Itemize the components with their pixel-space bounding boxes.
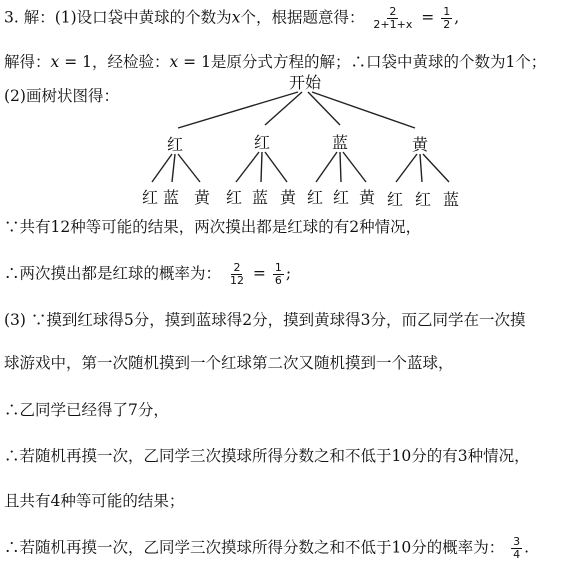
leaf-line — [396, 154, 417, 182]
leaf-line — [261, 152, 262, 182]
line-10-total-cases: 且共有4种等可能的结果； — [4, 492, 185, 510]
tree-leaf: 红 — [225, 188, 243, 207]
tree-leaf: 蓝 — [162, 188, 180, 207]
fraction-4 — [273, 262, 284, 287]
line-5-probability — [4, 262, 291, 287]
equals-sign: = — [252, 264, 266, 283]
line-1-prefix: 3. 解：(1)设口袋中黄球的个数为 — [4, 8, 232, 27]
tree-root: 开始 — [288, 73, 322, 92]
leaf-line — [236, 152, 259, 182]
tree-leaf: 黄 — [193, 188, 211, 207]
tree-leaf: 黄 — [279, 188, 297, 207]
line-5-suffix: ; — [285, 264, 292, 283]
root-branch-line-3 — [308, 92, 340, 125]
variable-x: x — [231, 8, 241, 27]
line-1-middle: 个，根据题意得： — [240, 8, 365, 27]
tree-leaf: 红 — [414, 190, 432, 209]
fraction-2-numerator: 1 — [443, 5, 451, 18]
line-7-first-draws: 球游戏中，第一次随机摸到一个红球第二次又随机摸到一个蓝球， — [4, 354, 454, 372]
leaf-line — [152, 154, 172, 182]
fraction-1-numerator: 2 — [389, 5, 397, 18]
tree-branch-4: 黄 — [411, 135, 429, 154]
line-3-tree-intro: (2)画树状图得： — [4, 87, 119, 105]
variable-x: x — [50, 53, 60, 71]
tree-leaf: 红 — [141, 188, 159, 207]
line-11-suffix: . — [524, 538, 530, 557]
leaf-line — [420, 154, 422, 182]
tree-leaf: 红 — [332, 188, 350, 207]
root-branch-line-4 — [312, 92, 415, 128]
line-5-prefix: ∴两次摸出都是红球的概率为： — [4, 264, 222, 283]
line-2-part-2: = 1，经检验： — [59, 53, 170, 71]
line-1-suffix: , — [454, 8, 460, 27]
tree-branch-1: 红 — [166, 135, 184, 154]
line-11-final-probability — [4, 536, 529, 561]
line-2-part-3: = 1是原分式方程的解；∴口袋中黄球的个数为1个； — [178, 53, 547, 71]
tree-leaf: 蓝 — [442, 190, 460, 209]
fraction-1-denominator: 2+1+x — [373, 18, 413, 31]
tree-branch-2: 红 — [253, 133, 271, 152]
line-9-favorable-cases: ∴若随机再摸一次，乙同学三次摸球所得分数之和不低于10分的有3种情况， — [4, 447, 530, 465]
tree-leaf: 红 — [386, 190, 404, 209]
tree-leaf: 红 — [306, 188, 324, 207]
leaf-line — [265, 152, 287, 182]
fraction-1 — [371, 6, 414, 31]
fraction-3-numerator: 2 — [233, 261, 241, 274]
fraction-2-denominator: 2 — [443, 18, 451, 31]
line-11-prefix: ∴若随机再摸一次，乙同学三次摸球所得分数之和不低于10分的概率为： — [4, 538, 505, 557]
leaf-line — [340, 152, 341, 182]
variable-x: x — [169, 53, 179, 71]
leaf-line — [316, 152, 337, 182]
line-2-part-1: 解得： — [4, 53, 51, 71]
fraction-3-denominator: 12 — [229, 274, 244, 287]
tree-leaf: 蓝 — [251, 188, 269, 207]
leaf-line — [423, 154, 449, 182]
root-branch-line-1 — [178, 92, 298, 128]
leaf-line — [178, 154, 200, 182]
line-2-solution — [4, 52, 546, 72]
fraction-4-denominator: 6 — [274, 274, 282, 287]
leaf-line — [343, 152, 366, 182]
fraction-5 — [511, 536, 522, 561]
line-8-score-so-far: ∴乙同学已经得了7分， — [4, 401, 169, 419]
tree-branch-3: 蓝 — [331, 133, 349, 152]
leaf-line — [172, 154, 175, 182]
tree-diagram — [0, 70, 585, 210]
line-6-scoring: (3) ∵摸到红球得5分，摸到蓝球得2分，摸到黄球得3分，而乙同学在一次摸 — [4, 311, 526, 329]
fraction-5-denominator: 4 — [513, 548, 521, 561]
fraction-5-numerator: 3 — [513, 535, 521, 548]
line-1-equation — [4, 6, 459, 31]
fraction-2 — [441, 6, 452, 31]
fraction-3 — [228, 262, 246, 287]
fraction-4-numerator: 1 — [274, 261, 282, 274]
equals-sign: = — [421, 8, 435, 27]
line-4-outcomes: ∵共有12种等可能的结果，两次摸出都是红球的有2种情况， — [4, 218, 422, 236]
tree-leaf: 黄 — [358, 188, 376, 207]
